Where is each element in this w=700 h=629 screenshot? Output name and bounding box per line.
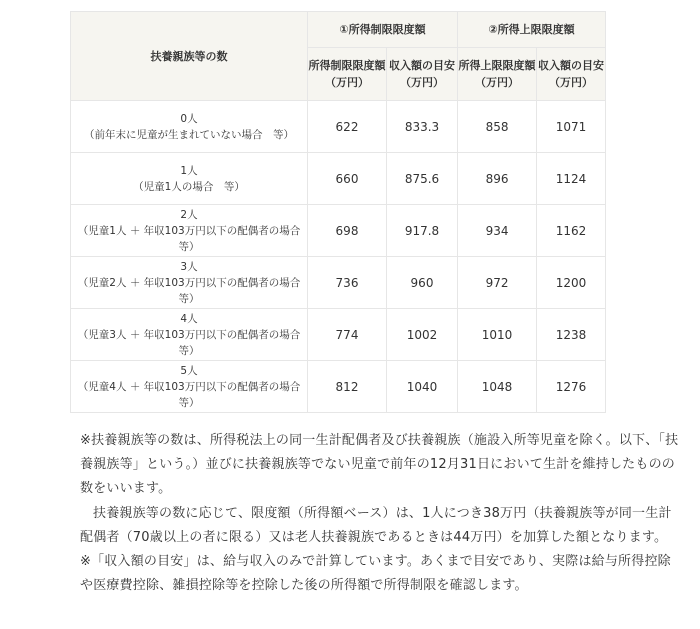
- note-limit-addition: 扶養親族等の数に応じて、限度額（所得額ベース）は、1人につき38万円（扶養親族等が同一生計配偶者（70歳以上の者に限る）又は老人扶養親族であるときは44万円）を加算した額となります。: [80, 505, 672, 545]
- value-cell: 1200: [537, 257, 606, 309]
- value-cell: 660: [308, 153, 387, 205]
- table-row: [71, 361, 606, 413]
- income-estimate-header: 収入額の目安 （万円）: [387, 48, 458, 101]
- value-cell: 622: [308, 101, 387, 153]
- table-row: [71, 309, 606, 361]
- income-upper-limit-group-header: ②所得上限限度額: [458, 12, 606, 48]
- value-cell: 1048: [458, 361, 537, 413]
- value-cell: 1238: [537, 309, 606, 361]
- table-row: [71, 101, 606, 153]
- dependents-cell: 4人 （児童3人 ＋ 年収103万円以下の配偶者の場合 等）: [71, 309, 308, 361]
- value-cell: 896: [458, 153, 537, 205]
- value-cell: 812: [308, 361, 387, 413]
- dependents-cell: 1人 （児童1人の場合 等）: [71, 153, 308, 205]
- note-dependents-definition: ※扶養親族等の数は、所得税法上の同一生計配偶者及び扶養親族（施設入所等児童を除く。以下、「扶養親族等」という。）並びに扶養親族等でない児童で前年の12月31日において生計を維持したものの数をいいます。: [80, 433, 679, 497]
- dependents-cell: 3人 （児童2人 ＋ 年収103万円以下の配偶者の場合 等）: [71, 257, 308, 309]
- income-limit-table: [70, 11, 606, 413]
- value-cell: 972: [458, 257, 537, 309]
- value-cell: 1276: [537, 361, 606, 413]
- table-row: [71, 205, 606, 257]
- value-cell: 774: [308, 309, 387, 361]
- table-row: [71, 257, 606, 309]
- value-cell: 1002: [387, 309, 458, 361]
- value-cell: 875.6: [387, 153, 458, 205]
- income-limit-amount-header: 所得制限限度額 （万円）: [308, 48, 387, 101]
- value-cell: 698: [308, 205, 387, 257]
- table-row: [71, 153, 606, 205]
- upper-income-estimate-header: 収入額の目安 （万円）: [537, 48, 606, 101]
- upper-limit-amount-header: 所得上限限度額 （万円）: [458, 48, 537, 101]
- notes-section: [80, 429, 680, 598]
- value-cell: 934: [458, 205, 537, 257]
- value-cell: 1162: [537, 205, 606, 257]
- dependents-cell: 2人 （児童1人 ＋ 年収103万円以下の配偶者の場合 等）: [71, 205, 308, 257]
- income-limit-group-header: ①所得制限限度額: [308, 12, 458, 48]
- value-cell: 833.3: [387, 101, 458, 153]
- value-cell: 1124: [537, 153, 606, 205]
- value-cell: 1010: [458, 309, 537, 361]
- dependents-cell: 5人 （児童4人 ＋ 年収103万円以下の配偶者の場合 等）: [71, 361, 308, 413]
- value-cell: 1040: [387, 361, 458, 413]
- value-cell: 1071: [537, 101, 606, 153]
- note-income-estimate: ※「収入額の目安」は、給与収入のみで計算しています。あくまで目安であり、実際は給与所得控除や医療費控除、雑損控除等を控除した後の所得額で所得制限を確認します。: [80, 554, 671, 594]
- value-cell: 858: [458, 101, 537, 153]
- dependents-count-header: 扶養親族等の数: [71, 12, 308, 101]
- value-cell: 736: [308, 257, 387, 309]
- value-cell: 917.8: [387, 205, 458, 257]
- dependents-cell: 0人 （前年末に児童が生まれていない場合 等）: [71, 101, 308, 153]
- value-cell: 960: [387, 257, 458, 309]
